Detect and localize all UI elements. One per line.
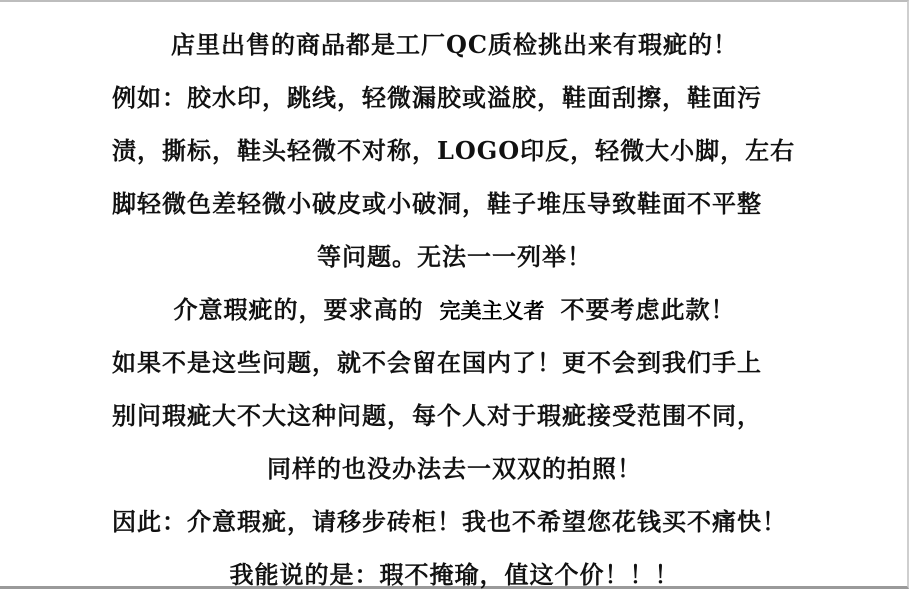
perfectionist-highlight: 完美主义者	[439, 300, 545, 323]
notice-line-4: 脚轻微色差轻微小破皮或小破洞，鞋子堆压导致鞋面不平整	[112, 189, 762, 218]
defect-notice	[0, 18, 909, 601]
notice-line-3: 渍，撕标，鞋头轻微不对称，LOGO印反，轻微大小脚，左右	[112, 136, 796, 165]
notice-line-10: 因此：介意瑕疵，请移步砖柜！我也不希望您花钱买不痛快！	[112, 507, 787, 536]
notice-line-8: 别问瑕疵大不大这种问题，每个人对于瑕疵接受范围不同，	[112, 401, 762, 430]
notice-line-1: 店里出售的商品都是工厂QC质检挑出来有瑕疵的！	[170, 30, 738, 59]
notice-line-7: 如果不是这些问题，就不会留在国内了！更不会到我们手上	[112, 348, 762, 377]
notice-line-9: 同样的也没办法去一双双的拍照！	[267, 454, 642, 483]
notice-line-6-after: 不要考虑此款！	[560, 295, 736, 324]
notice-line-2: 例如：胶水印，跳线，轻微漏胶或溢胶，鞋面刮擦，鞋面污	[112, 83, 762, 112]
notice-line-6-before: 介意瑕疵的，要求高的	[173, 295, 424, 324]
notice-line-6	[0, 283, 909, 336]
notice-line-5: 等问题。无法一一列举！	[317, 242, 592, 271]
notice-line-11: 我能说的是：瑕不掩瑜，值这个价！！！	[229, 560, 680, 589]
